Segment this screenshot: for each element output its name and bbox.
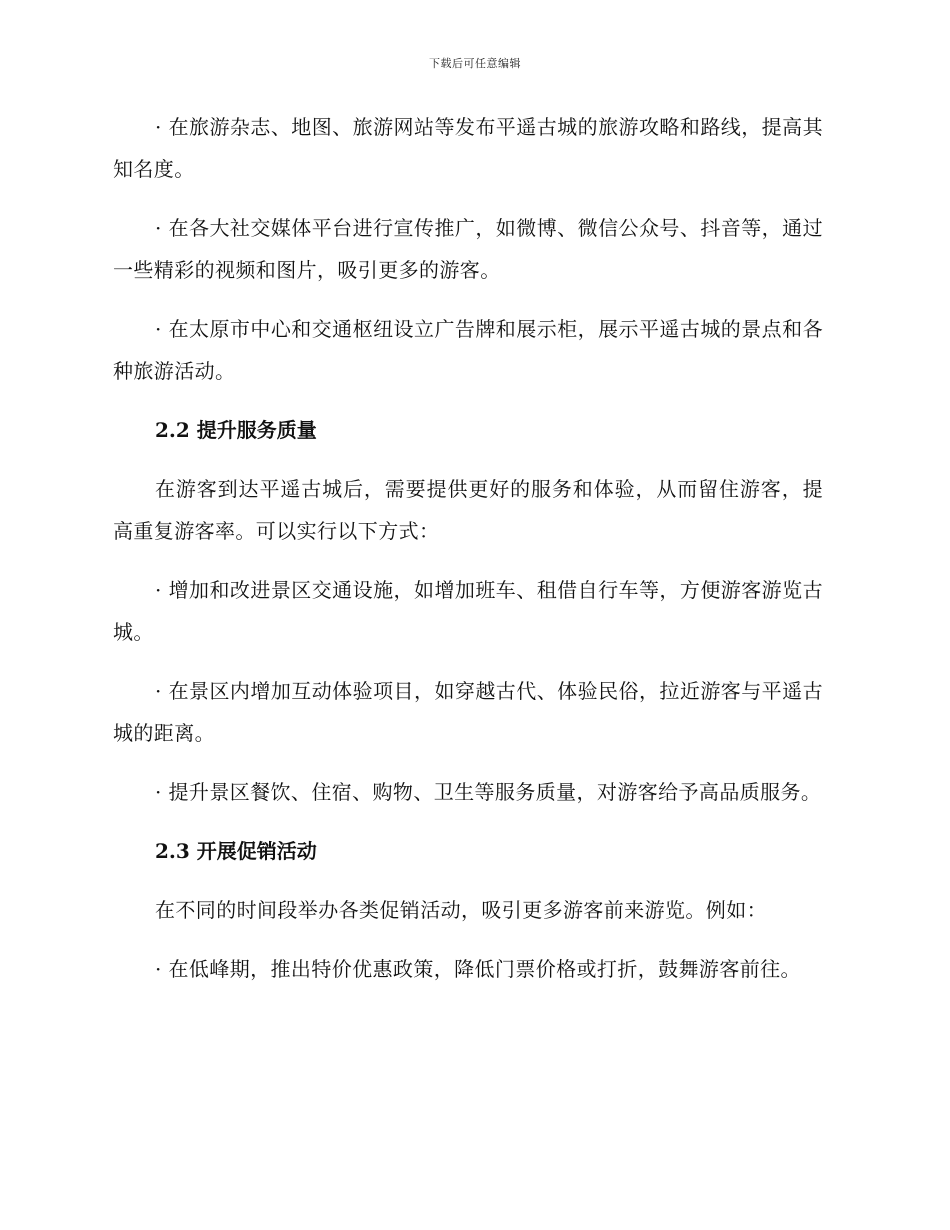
bullet-paragraph-transport: · 增加和改进景区交通设施，如增加班车、租借自行车等，方便游客游览古城。 bbox=[113, 578, 823, 644]
intro-paragraph-promotions: 在不同的时间段举办各类促销活动，吸引更多游客前来游览。例如： bbox=[155, 898, 767, 922]
document-body bbox=[113, 106, 823, 1007]
page-header: 下载后可任意编辑 bbox=[429, 57, 521, 70]
bullet-paragraph-social-media: · 在各大社交媒体平台进行宣传推广，如微博、微信公众号、抖音等，通过一些精彩的视频和图片，吸引更多的游客。 bbox=[113, 216, 823, 282]
bullet-paragraph-interactive: · 在景区内增加互动体验项目，如穿越古代、体验民俗，拉近游客与平遥古城的距离。 bbox=[113, 679, 823, 745]
bullet-paragraph-travel-media: · 在旅游杂志、地图、旅游网站等发布平遥古城的旅游攻略和路线，提高其知名度。 bbox=[113, 115, 823, 181]
section-heading-promotions: 2.3 开展促销活动 bbox=[155, 839, 317, 863]
bullet-paragraph-off-peak: · 在低峰期，推出特价优惠政策，降低门票价格或打折，鼓舞游客前往。 bbox=[155, 957, 801, 981]
intro-paragraph-service: 在游客到达平遥古城后，需要提供更好的服务和体验，从而留住游客，提高重复游客率。可以实行以下方式： bbox=[113, 477, 823, 543]
section-heading-service-quality: 2.2 提升服务质量 bbox=[155, 418, 317, 442]
bullet-paragraph-service-upgrade: · 提升景区餐饮、住宿、购物、卫生等服务质量，对游客给予高品质服务。 bbox=[155, 780, 822, 804]
bullet-paragraph-billboards: · 在太原市中心和交通枢纽设立广告牌和展示柜，展示平遥古城的景点和各种旅游活动。 bbox=[113, 317, 823, 383]
